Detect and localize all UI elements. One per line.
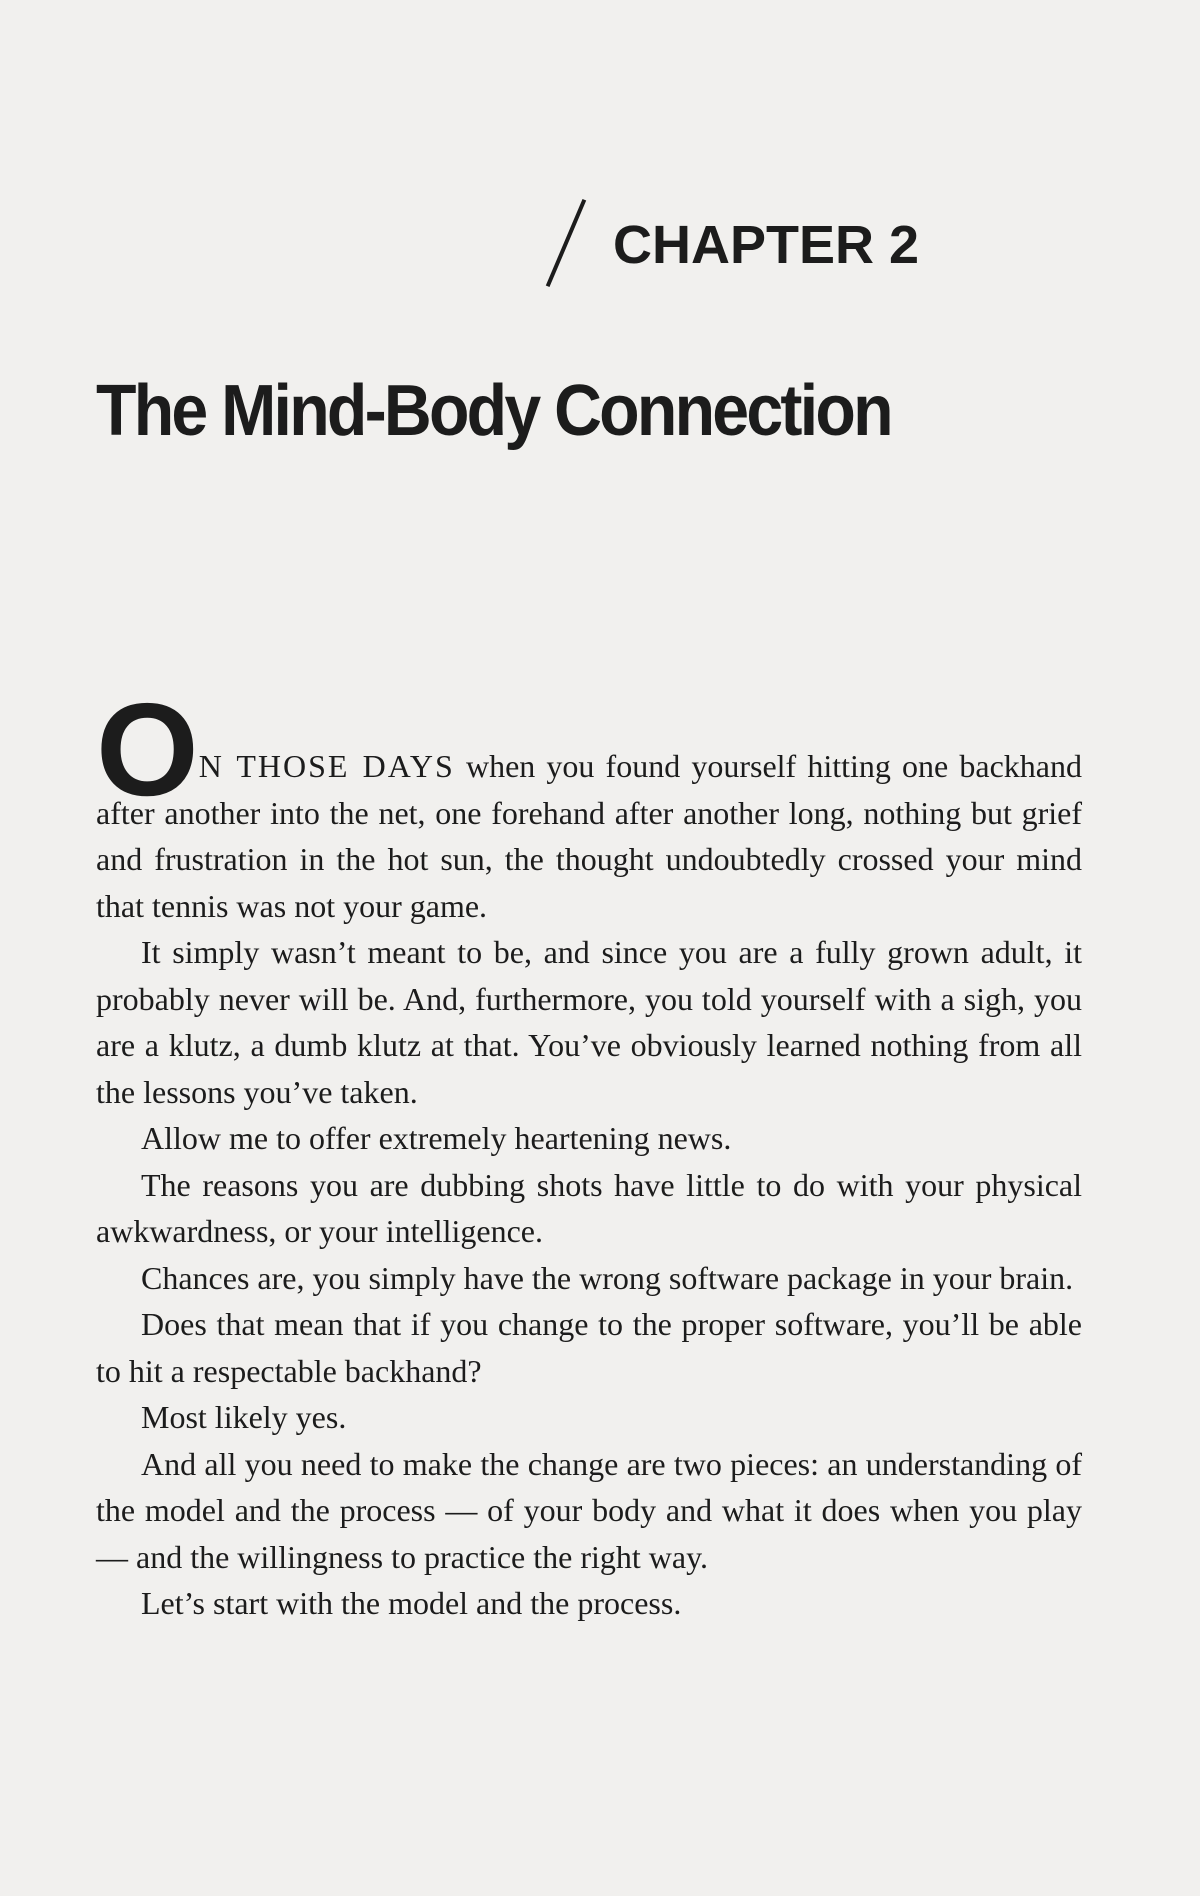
chapter-heading — [550, 196, 970, 286]
paragraph: Allow me to offer extremely heartening news. — [141, 1120, 732, 1156]
chapter-title: The Mind-Body Connection — [96, 371, 891, 451]
paragraph: Chances are, you simply have the wrong software package in your brain. — [141, 1259, 1074, 1296]
paragraph: And all you need to make the change are two pieces: an understanding of the model and the process — of your body and what it does when you play — and the willingness to practice the right way. — [96, 1445, 1082, 1575]
drop-cap: O — [96, 676, 199, 823]
chapter-label: CHAPTER 2 — [613, 215, 920, 275]
paragraph: The reasons you are dubbing shots have little to do with your physical awkwardness, or your intelligence. — [96, 1166, 1082, 1249]
opening-small-caps: N THOSE DAYS — [198, 748, 455, 784]
opening-paragraph — [96, 676, 1083, 929]
paragraph: Let’s start with the model and the process. — [141, 1585, 682, 1621]
body-text — [96, 676, 1083, 1627]
opening-text: when you found yourself hitting one backhand after another into the net, one forehand after another long, nothing but grief and frustration in the hot sun, the thought undoubtedly crossed your mind that tennis was not your game. — [96, 748, 1083, 924]
paragraph: Does that mean that if you change to the proper software, you’ll be able to hit a respectable backhand? — [96, 1306, 1082, 1389]
paragraph: Most likely yes. — [141, 1399, 347, 1435]
paragraph: It simply wasn’t meant to be, and since you are a fully grown adult, it probably never will be. And, furthermore, you told yourself with a sigh, you are a klutz, a dumb klutz at that. You’ve obviously learned nothing from all the lessons you’ve taken. — [96, 934, 1082, 1110]
slash-ornament — [546, 199, 586, 287]
